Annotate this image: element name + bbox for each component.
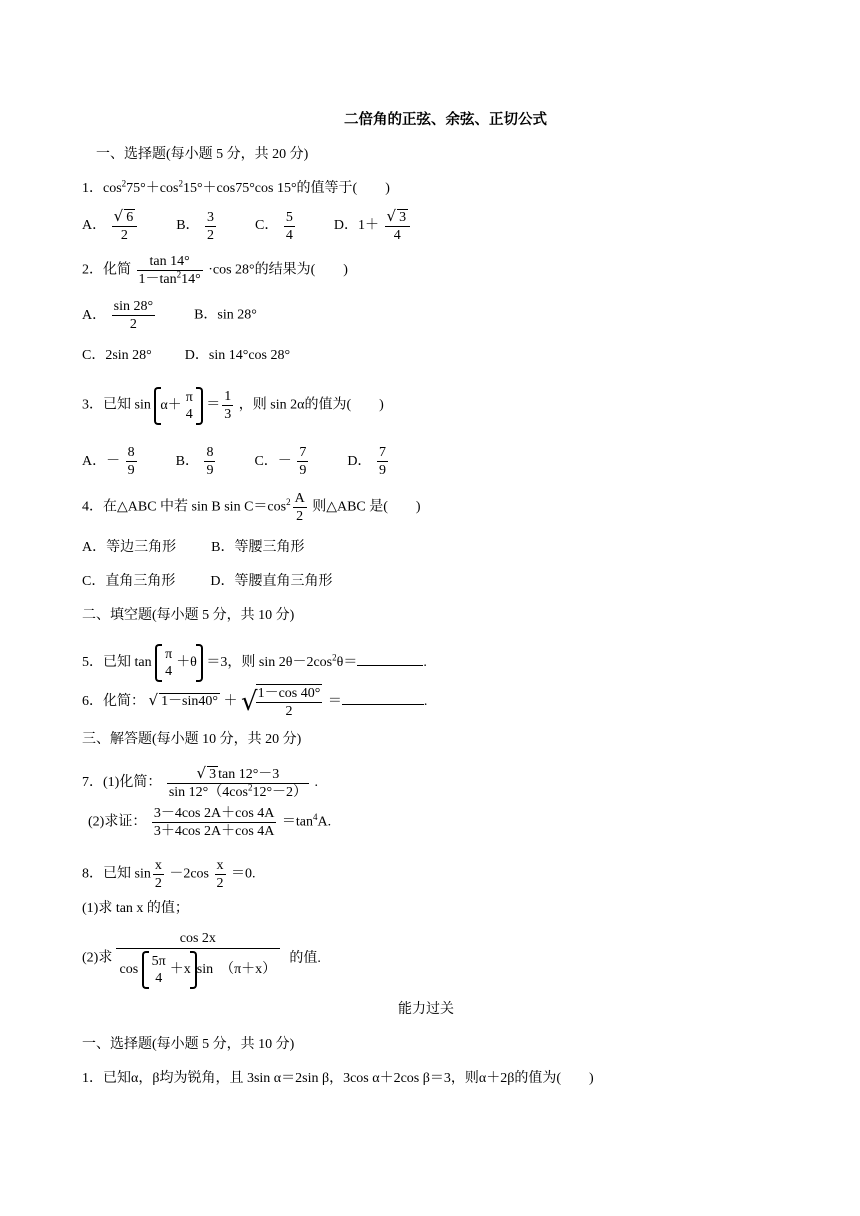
section-heading-choice-2: 一、选择题(每小题 5 分，共 10 分) [82,1037,295,1052]
question-ability-1-stem: 1．已知α，β均为锐角，且 3sin α＝2sin β，3cos α＋2cos β＝3，则α＋2β的值为( ) [82,1071,594,1086]
option-d: D．等腰直角三角形 [210,574,333,589]
option-a: A．等边三角形 [82,540,177,555]
question-2-stem: 2．化简 $\frac{\tan 14^\circ}{1-\tan^214^\circ}$ ·cos 28°的结果为( ) [82,254,348,287]
option-a: A． $\frac{\sin 28^\circ}{2}$ [82,299,154,332]
question-7-part1: 7．(1)化简： $\frac{√ 3 \tan 12^\circ-3}{\sin 12^\circ(4\cos^212^\circ-2)}$ . [82,764,319,800]
section-heading-ability: 能力过关 [398,1002,454,1017]
question-2-options-row1 [82,298,257,333]
option-a: A． $\frac{√ 6}{2}$ [82,218,139,233]
option-b: B．sin 28° [194,307,257,323]
option-d: D．sin 14°cos 28° [184,348,291,363]
option-d: D． $\frac{7}{9}$ [347,445,386,478]
question-2-options-row2 [82,347,290,365]
option-a: A．－ $\frac{8}{9}$ [82,445,135,478]
option-b: B． $\frac{3}{2}$ [176,209,215,243]
question-6-stem: 6．化简： √ 1－sin40° ＋ √ $\frac{1-\cos 40^\circ}{2}$ ＝ . [82,686,428,719]
question-3-options [82,444,390,479]
question-4-options-row1 [82,539,304,557]
option-b: B． $\frac{8}{9}$ [175,445,214,478]
option-c: C． $\frac{5}{4}$ [255,209,293,243]
answer-blank [342,691,424,705]
option-b: B．等腰三角形 [211,540,305,555]
question-1-stem: 1．$\cos^275^\circ+\cos^215^\circ+\cos 75^\circ\cos$ 15°的值等于( ) [82,178,390,196]
question-5-stem: 5．已知 tan π 4 ＋θ ＝3，则 $\sin 2\theta-2\cos^2\theta=$ . [82,647,427,679]
option-c: C．2sin 28° [82,348,152,363]
page-title: 二倍角的正弦、余弦、正切公式 [344,112,547,128]
section-heading-solve: 三、解答题(每小题 10 分，共 20 分) [82,732,302,747]
question-3-stem: 3．已知 sin α＋ π 4 ＝ $\frac{1}{3}$ ，则 sin 2α的值为( ) [82,389,384,422]
question-4-options-row2 [82,573,332,591]
question-8-stem: 8．已知 sin $\frac{x}{2}$ －2cos $\frac{x}{2}$ ＝0. [82,858,256,891]
section-heading-choice: 一、选择题(每小题 5 分，共 20 分) [96,147,309,162]
question-1-options [82,208,412,244]
option-c: C．直角三角形 [82,574,176,589]
answer-blank [357,652,423,666]
option-d: D．1＋ $\frac{√ 3}{4}$ [334,218,412,233]
option-c: C．－ $\frac{7}{9}$ [254,445,307,478]
question-7-part2: (2)求证： $\frac{3-4\cos 2A+\cos 4A}{3+4\cos 2A+\cos 4A}$ $=\tan^4A$. [88,806,332,839]
question-8-part1: (1)求 tan x 的值； [82,901,189,916]
question-8-part2: (2)求 cos 2x cos 5π 4 ＋x sin （π＋x） 的值. [82,931,321,986]
section-heading-fill: 二、填空题(每小题 5 分，共 10 分) [82,608,295,623]
question-4-stem: 4．在△ABC 中若 sin B $\sin C=\cos^2$ $\frac{A}{2}$ 则△ABC 是( ) [82,491,421,524]
